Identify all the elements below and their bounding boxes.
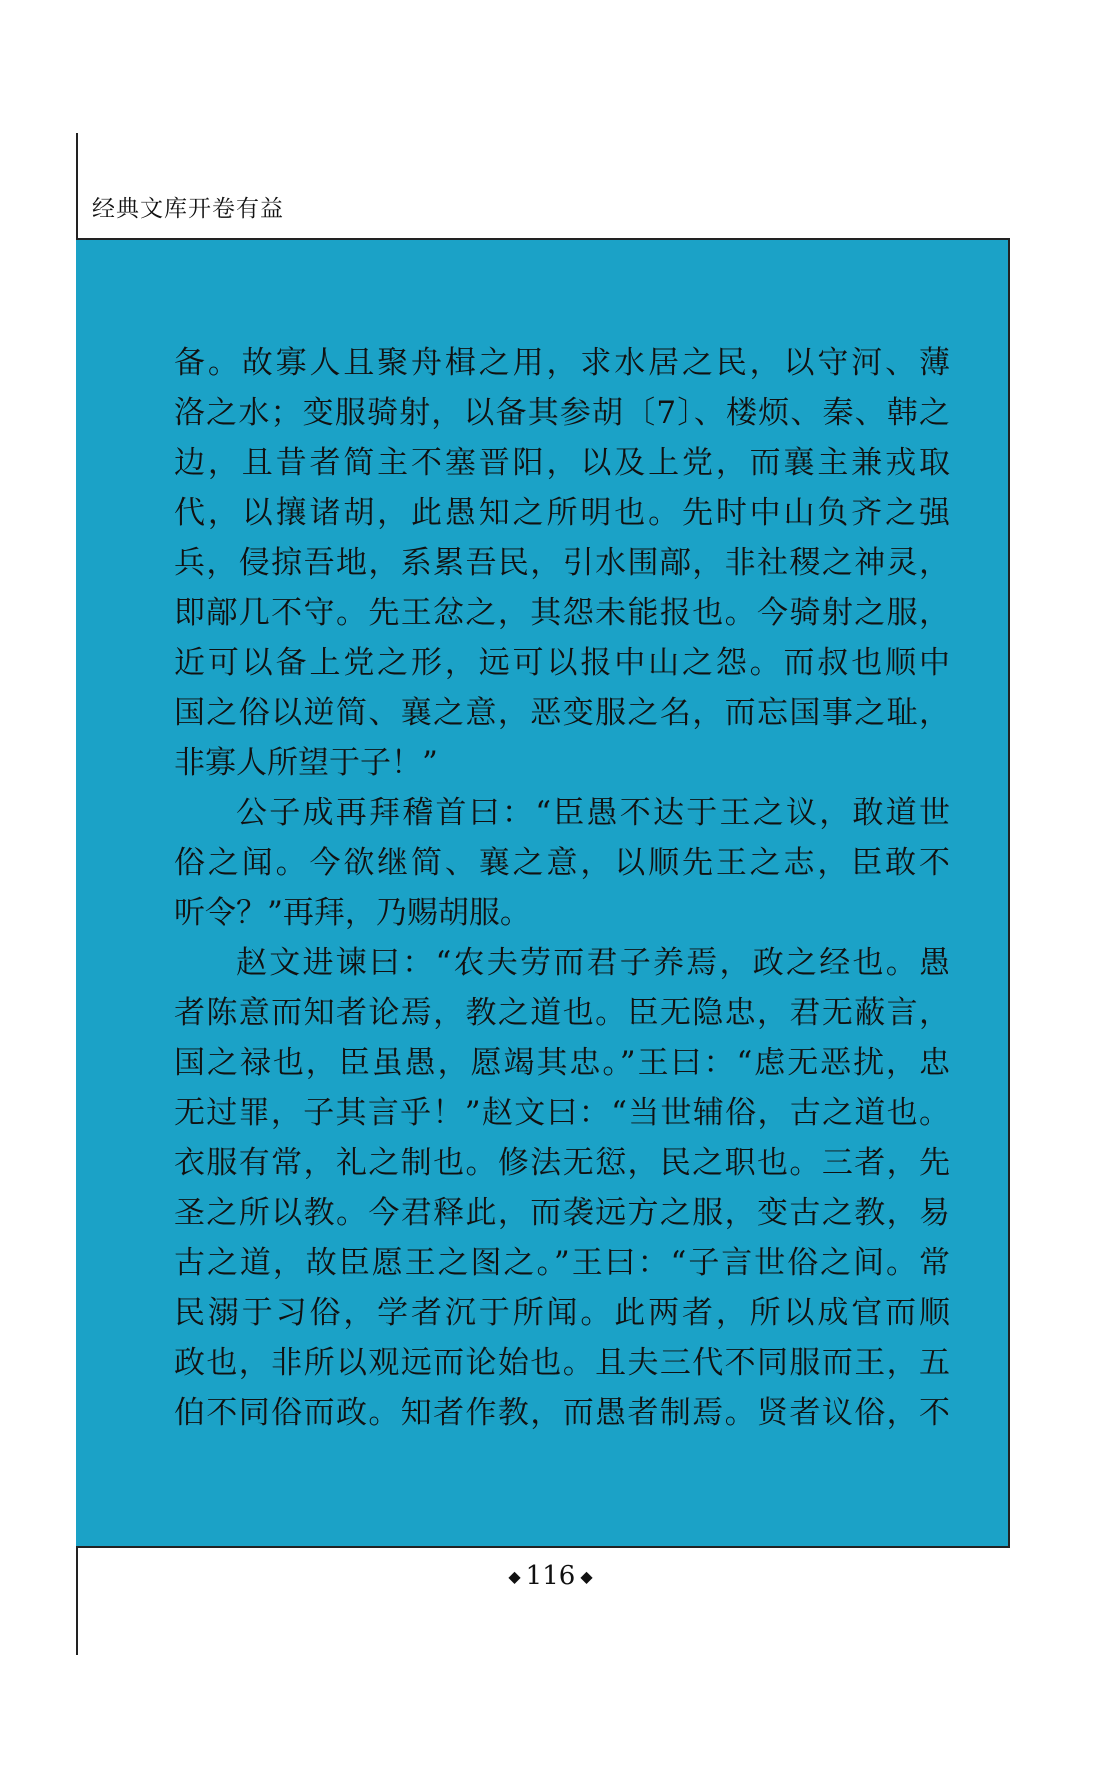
text-line: 圣之所以教。今君释此，而袭远方之服，变古之教，易 [174, 1195, 950, 1231]
text-line: 国之禄也，臣虽愚，愿竭其忠。”王曰：“虑无恶扰，忠 [174, 1045, 950, 1081]
text-line: 边，且昔者简主不塞晋阳，以及上党，而襄主兼戎取 [174, 445, 950, 481]
text-line: 赵文进谏曰：“农夫劳而君子养焉，政之经也。愚 [236, 945, 950, 981]
text-line: 民溺于习俗，学者沉于所闻。此两者，所以成官而顺 [174, 1295, 950, 1331]
text-panel [76, 240, 1010, 1546]
diamond-ornament-icon: ◆ [508, 1567, 521, 1586]
diamond-ornament-icon: ◆ [580, 1567, 593, 1586]
text-line: 洛之水；变服骑射，以备其参胡〔7〕、楼烦、秦、韩之 [174, 395, 950, 431]
text-line: 国之俗以逆简、襄之意，恶变服之名，而忘国事之耻， [174, 695, 950, 731]
page-number-footer [0, 1560, 1101, 1593]
text-line: 古之道，故臣愿王之图之。”王曰：“子言世俗之间。常 [174, 1245, 950, 1281]
text-line: 备。故寡人且聚舟楫之用，求水居之民，以守河、薄 [174, 345, 950, 381]
text-line: 即鄗几不守。先王忿之，其怨未能报也。今骑射之服， [174, 595, 950, 631]
footer-rule [76, 1546, 1010, 1548]
body-text [174, 338, 950, 1438]
text-line: 近可以备上党之形，远可以报中山之怨。而叔也顺中 [174, 645, 950, 681]
text-line: 俗之闻。今欲继简、襄之意，以顺先王之志，臣敢不 [174, 845, 950, 881]
text-line: 政也，非所以观远而论始也。且夫三代不同服而王，五 [174, 1345, 950, 1381]
text-line: 听令？”再拜，乃赐胡服。 [174, 895, 531, 931]
text-line: 伯不同俗而政。知者作教，而愚者制焉。贤者议俗，不 [174, 1395, 950, 1431]
text-line: 代，以攘诸胡，此愚知之所明也。先时中山负齐之强 [174, 495, 950, 531]
text-line: 衣服有常，礼之制也。修法无愆，民之职也。三者，先 [174, 1145, 950, 1181]
text-line: 者陈意而知者论焉，教之道也。臣无隐忠，君无蔽言， [174, 995, 950, 1031]
text-line: 无过罪，子其言乎！”赵文曰：“当世辅俗，古之道也。 [174, 1095, 950, 1131]
text-line: 非寡人所望于子！” [174, 745, 438, 781]
page-number: 116 [525, 1561, 576, 1591]
text-line: 兵，侵掠吾地，系累吾民，引水围鄗，非社稷之神灵， [174, 545, 950, 581]
text-line: 公子成再拜稽首曰：“臣愚不达于王之议，敢道世 [236, 795, 950, 831]
running-header-title: 经典文库开卷有益 [92, 196, 284, 222]
